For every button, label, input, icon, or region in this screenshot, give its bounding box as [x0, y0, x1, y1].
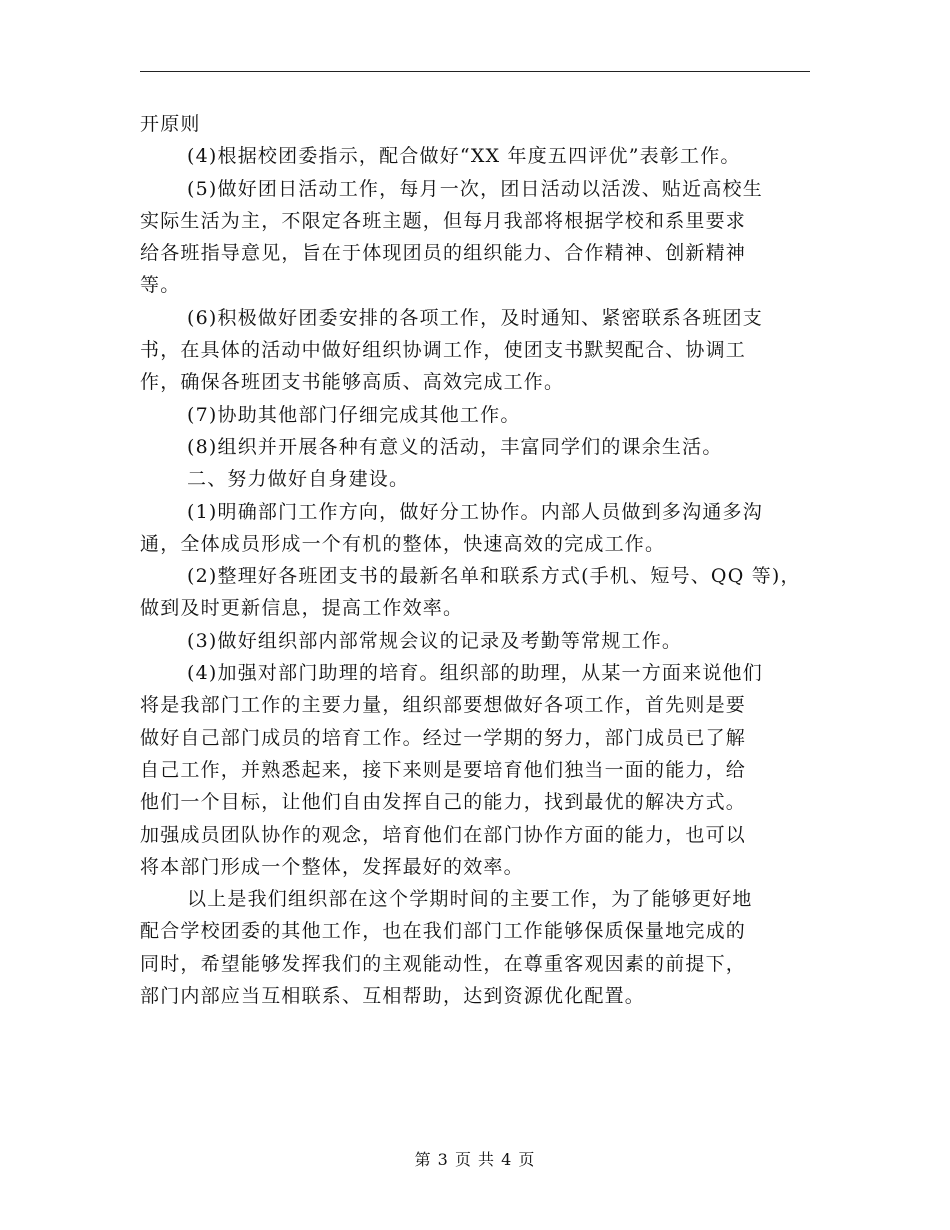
- text-line: 将本部门形成一个整体，发挥最好的效率。: [140, 855, 524, 878]
- text-line: 书，在具体的活动中做好组织协调工作，使团支书默契配合、协调工: [140, 339, 747, 362]
- text-line: 将是我部门工作的主要力量，组织部要想做好各项工作，首先则是要: [140, 694, 747, 717]
- text-line: 他们一个目标，让他们自由发挥自己的能力，找到最优的解决方式。: [140, 791, 747, 814]
- text-line: 做好自己部门成员的培育工作。经过一学期的努力，部门成员已了解: [140, 726, 747, 749]
- text-line: (5)做好团日活动工作，每月一次，团日活动以活泼、贴近高校生: [187, 177, 763, 200]
- text-line: (3)做好组织部内部常规会议的记录及考勤等常规工作。: [187, 629, 683, 652]
- text-line: 开原则: [140, 113, 201, 135]
- text-line: 做到及时更新信息，提高工作效率。: [140, 597, 464, 620]
- document-body: [140, 108, 810, 1012]
- text-line: 同时，希望能够发挥我们的主观能动性，在尊重客观因素的前提下，: [140, 952, 747, 975]
- text-line: 二、努力做好自身建设。: [187, 468, 410, 491]
- text-line: 等。: [140, 274, 181, 297]
- text-line: 配合学校团委的其他工作，也在我们部门工作能够保质保量地完成的: [140, 920, 747, 943]
- text-line: (4)根据校团委指示，配合做好“XX 年度五四评优”表彰工作。: [187, 145, 741, 168]
- text-line: 给各班指导意见，旨在于体现团员的组织能力、合作精神、创新精神: [140, 242, 747, 265]
- text-line: (7)协助其他部门仔细完成其他工作。: [187, 403, 521, 426]
- text-line: 作，确保各班团支书能够高质、高效完成工作。: [140, 371, 565, 394]
- text-line: (8)组织并开展各种有意义的活动，丰富同学们的课余生活。: [187, 435, 723, 458]
- text-line: 加强成员团队协作的观念，培育他们在部门协作方面的能力，也可以: [140, 823, 747, 846]
- text-line: (6)积极做好团委安排的各项工作，及时通知、紧密联系各班团支: [187, 306, 763, 329]
- page-footer: 第 3 页 共 4 页: [414, 1150, 536, 1169]
- header-rule: [140, 71, 810, 72]
- text-line: 部门内部应当互相联系、互相帮助，达到资源优化配置。: [140, 985, 646, 1008]
- text-line: 自己工作，并熟悉起来，接下来则是要培育他们独当一面的能力，给: [140, 758, 747, 781]
- text-line: (4)加强对部门助理的培育。组织部的助理，从某一方面来说他们: [187, 662, 763, 685]
- text-line: 以上是我们组织部在这个学期时间的主要工作，为了能够更好地: [187, 888, 753, 911]
- text-line: (2)整理好各班团支书的最新名单和联系方式(手机、短号、QQ 等)，: [187, 565, 801, 588]
- text-line: 通，全体成员形成一个有机的整体，快速高效的完成工作。: [140, 532, 666, 555]
- text-line: 实际生活为主，不限定各班主题，但每月我部将根据学校和系里要求: [140, 209, 747, 232]
- text-line: (1)明确部门工作方向，做好分工协作。内部人员做到多沟通多沟: [187, 500, 763, 523]
